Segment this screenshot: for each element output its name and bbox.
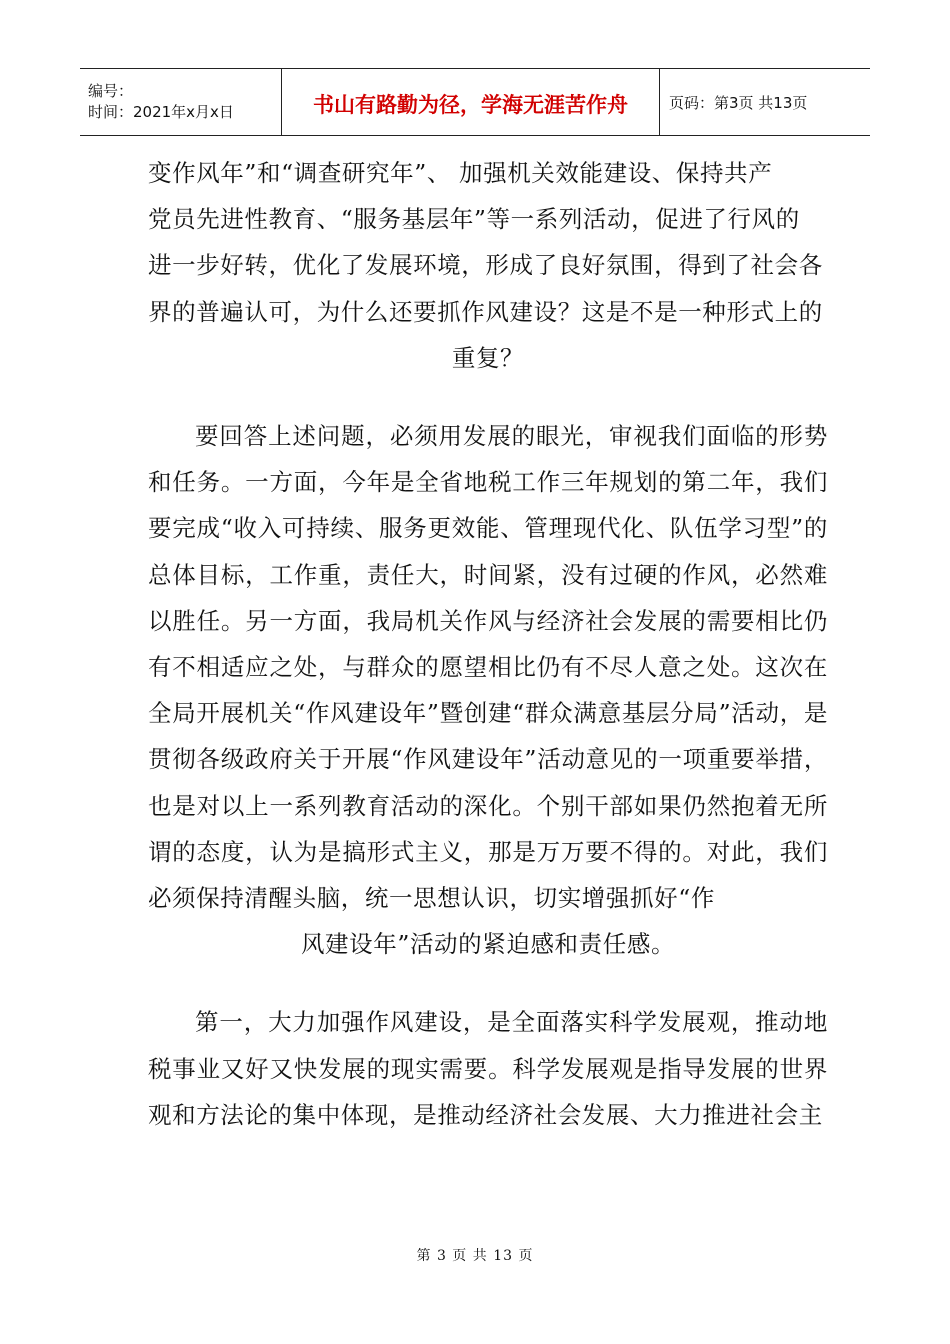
page-header bbox=[80, 68, 870, 136]
paragraph-last-line: 重复？ bbox=[451, 343, 525, 372]
date-label: 时间：2021年x月x日 bbox=[88, 103, 234, 121]
paragraph-last-line: 风建设年”活动的紧迫感和责任感。 bbox=[300, 930, 676, 959]
header-meta bbox=[80, 69, 282, 135]
paragraph-line: 界的普遍认可，为什么还要抓作风建设？这是不是一种形式上的 bbox=[148, 297, 823, 326]
paragraph: 第一，大力加强作风建设，是全面落实科学发展观，推动地税事业又好又快发展的现实需要。科学发展观是指导发展的世界观和方法论的集中体现，是推动经济社会发展、大力推进社会主 bbox=[148, 1008, 828, 1129]
motto-text: 书山有路勤为径，学海无涯苦作舟 bbox=[313, 93, 628, 117]
document-body bbox=[148, 150, 828, 1138]
serial-number-label: 编号： bbox=[88, 82, 134, 100]
paragraph: 要回答上述问题，必须用发展的眼光，审视我们面临的形势和任务。一方面，今年是全省地税工作三年规划的第二年，我们要完成“收入可持续、服务更效能、管理现代化、队伍学习型”的总体目标，工作重，责任大，时间紧，没有过硬的作风，必然难以胜任。另一方面，我局机关作风与经济社会发展的需要相比仍有不相适应之处，与群众的愿望相比仍有不尽人意之处。这次在全局开展机关“作风建设年”暨创建“群众满意基层分局”活动，是贯彻各级政府关于开展“作风建设年”活动意见的一项重要举措，也是对以上一系列教育活动的深化。个别干部如果仍然抱着无所谓的态度，认为是搞形式主义，那是万万要不得的。对此，我们必须保持清醒头脑，统一思想认识，切实增强抓好“作 bbox=[148, 422, 828, 913]
paragraph-line: 进一步好转，优化了发展环境，形成了良好氛围，得到了社会各 bbox=[148, 251, 823, 280]
page-footer: 第 3 页 共 13 页 bbox=[416, 1248, 534, 1264]
paragraph-line: 党员先进性教育、“服务基层年”等一系列活动，促进了行风的 bbox=[148, 205, 800, 234]
header-motto-cell bbox=[282, 69, 660, 135]
paragraph-line: 变作风年”和“调查研究年”、 加强机关效能建设、保持共产 bbox=[148, 159, 773, 187]
page-info-text: 页码：第3页 共13页 bbox=[669, 93, 808, 112]
header-page-info bbox=[660, 69, 870, 135]
